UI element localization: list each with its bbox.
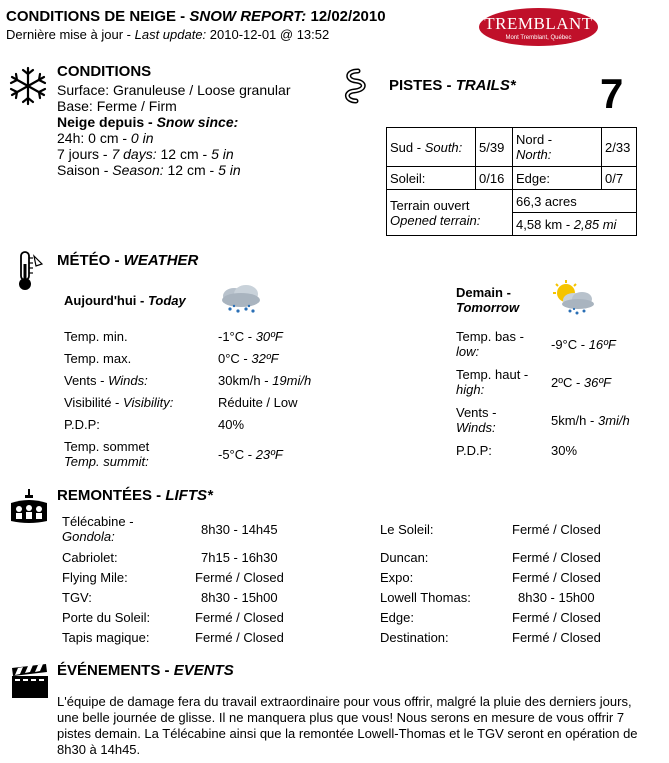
terrain-acres: 66,3 acres	[513, 190, 637, 213]
visibility-value: Réduite / Low	[218, 395, 298, 410]
last-update: Dernière mise à jour - Last update: 2010-12-01 @ 13:52	[6, 27, 330, 42]
south-label: Sud - South:	[387, 128, 476, 167]
table-row	[387, 167, 637, 190]
soleil-label: Soleil:	[387, 167, 476, 190]
tmax-label: Temp. max.	[64, 351, 132, 366]
lift-lowell-label: Lowell Thomas:	[380, 590, 471, 605]
open-trails-count: 7	[600, 70, 624, 117]
winds-label: Vents - Winds:	[64, 373, 148, 388]
tomorrow-winds-value: 5km/h - 3mi/h	[551, 413, 630, 428]
lift-tapis-label: Tapis magique:	[62, 630, 150, 645]
lift-tgv-label: TGV:	[62, 590, 92, 605]
visibility-label: Visibilité - Visibility:	[64, 395, 174, 410]
high-label: Temp. haut - high:	[456, 367, 529, 397]
lifts-heading: REMONTÉES - LIFTS*	[57, 487, 213, 504]
surface-text: Surface: Granuleuse / Loose granular	[57, 82, 291, 98]
tmin-label: Temp. min.	[64, 329, 128, 344]
conditions-heading: CONDITIONS	[57, 63, 152, 80]
lift-porte-status: Fermé / Closed	[195, 610, 284, 625]
snow-7days: 7 jours - 7 days: 12 cm - 5 in	[57, 146, 234, 162]
snowflake-icon	[8, 66, 48, 106]
south-value: 5/39	[476, 128, 513, 167]
pdp-value: 40%	[218, 417, 245, 432]
events-text: L'équipe de damage fera du travail extraordinaire pour vous offrir, malgré la pluie des derniers jours, une belle journée de glisse. Il ne manquera plus que vous! Nous serons en mesure de vous offrir 7 pistes demain. La Télécabine ainsi que la remontée Lowell-Thomas et le TGV seront en opération de 8h30 à 14h45.	[57, 694, 638, 757]
lift-lowell-status: 8h30 - 15h00	[518, 590, 595, 605]
trail-icon	[342, 68, 370, 104]
table-row	[387, 128, 637, 167]
pdp-label: P.D.P:	[64, 417, 100, 432]
table-row	[387, 190, 637, 213]
lift-expo-label: Expo:	[380, 570, 414, 585]
weather-heading: MÉTÉO - WEATHER	[57, 252, 199, 269]
low-label: Temp. bas - low:	[456, 329, 524, 359]
snow-season: Saison - Season: 12 cm - 5 in	[57, 162, 241, 178]
lift-edge-status: Fermé / Closed	[512, 610, 601, 625]
tomorrow-label: Demain - Tomorrow	[456, 285, 520, 315]
soleil-value: 0/16	[476, 167, 513, 190]
tremblant-logo: TREMBLANT Mont Tremblant, Québec	[479, 8, 598, 46]
opened-terrain-label: Terrain ouvert Opened terrain:	[387, 190, 513, 236]
snow-since-label: Neige depuis - Snow since:	[57, 114, 239, 130]
gondola-icon	[8, 489, 50, 527]
lift-duncan-status: Fermé / Closed	[512, 550, 601, 565]
edge-label: Edge:	[513, 167, 602, 190]
lift-destination-label: Destination:	[380, 630, 449, 645]
clapperboard-icon	[10, 664, 50, 700]
tomorrow-winds-label: Vents - Winds:	[456, 405, 497, 435]
north-label: Nord - North:	[513, 128, 602, 167]
lift-lesoleil-status: Fermé / Closed	[512, 522, 601, 537]
lift-porte-label: Porte du Soleil:	[62, 610, 151, 625]
lift-flying-mile-status: Fermé / Closed	[195, 570, 284, 585]
thermometer-icon	[12, 250, 44, 292]
tomorrow-pdp-label: P.D.P:	[456, 443, 492, 458]
base-text: Base: Ferme / Firm	[57, 98, 177, 114]
lift-duncan-label: Duncan:	[380, 550, 429, 565]
tmin-value: -1°C - 30ºF	[218, 329, 283, 344]
events-heading: ÉVÉNEMENTS - EVENTS	[57, 662, 234, 679]
lift-tgv-status: 8h30 - 15h00	[201, 590, 278, 605]
winds-value: 30km/h - 19mi/h	[218, 373, 312, 388]
summit-value: -5°C - 23ºF	[218, 447, 283, 462]
high-value: 2ºC - 36ºF	[551, 375, 612, 390]
lift-destination-status: Fermé / Closed	[512, 630, 601, 645]
today-label: Aujourd'hui - Today	[64, 293, 186, 308]
summit-label: Temp. sommet Temp. summit:	[64, 439, 150, 469]
lift-edge-label: Edge:	[380, 610, 414, 625]
north-value: 2/33	[602, 128, 637, 167]
edge-value: 0/7	[602, 167, 637, 190]
lift-gondola-label: Télécabine - Gondola:	[62, 514, 134, 544]
tomorrow-pdp-value: 30%	[551, 443, 578, 458]
lift-lesoleil-label: Le Soleil:	[380, 522, 434, 537]
low-value: -9°C - 16ºF	[551, 337, 616, 352]
terrain-km: 4,58 km - 2,85 mi	[513, 213, 637, 236]
sun-snow-cloud-icon	[548, 280, 596, 316]
tmax-value: 0°C - 32ºF	[218, 351, 279, 366]
trails-heading: PISTES - TRAILS*	[389, 77, 516, 94]
lift-flying-mile-label: Flying Mile:	[62, 570, 128, 585]
page-title: CONDITIONS DE NEIGE - SNOW REPORT: 12/02/2010	[6, 8, 386, 25]
snow-cloud-icon	[218, 284, 264, 314]
lift-cabriolet-status: 7h15 - 16h30	[201, 550, 278, 565]
snow-24h: 24h: 0 cm - 0 in	[57, 130, 154, 146]
lift-gondola-status: 8h30 - 14h45	[201, 522, 278, 537]
trails-table	[386, 127, 637, 236]
lift-expo-status: Fermé / Closed	[512, 570, 601, 585]
lift-cabriolet-label: Cabriolet:	[62, 550, 118, 565]
lift-tapis-status: Fermé / Closed	[195, 630, 284, 645]
